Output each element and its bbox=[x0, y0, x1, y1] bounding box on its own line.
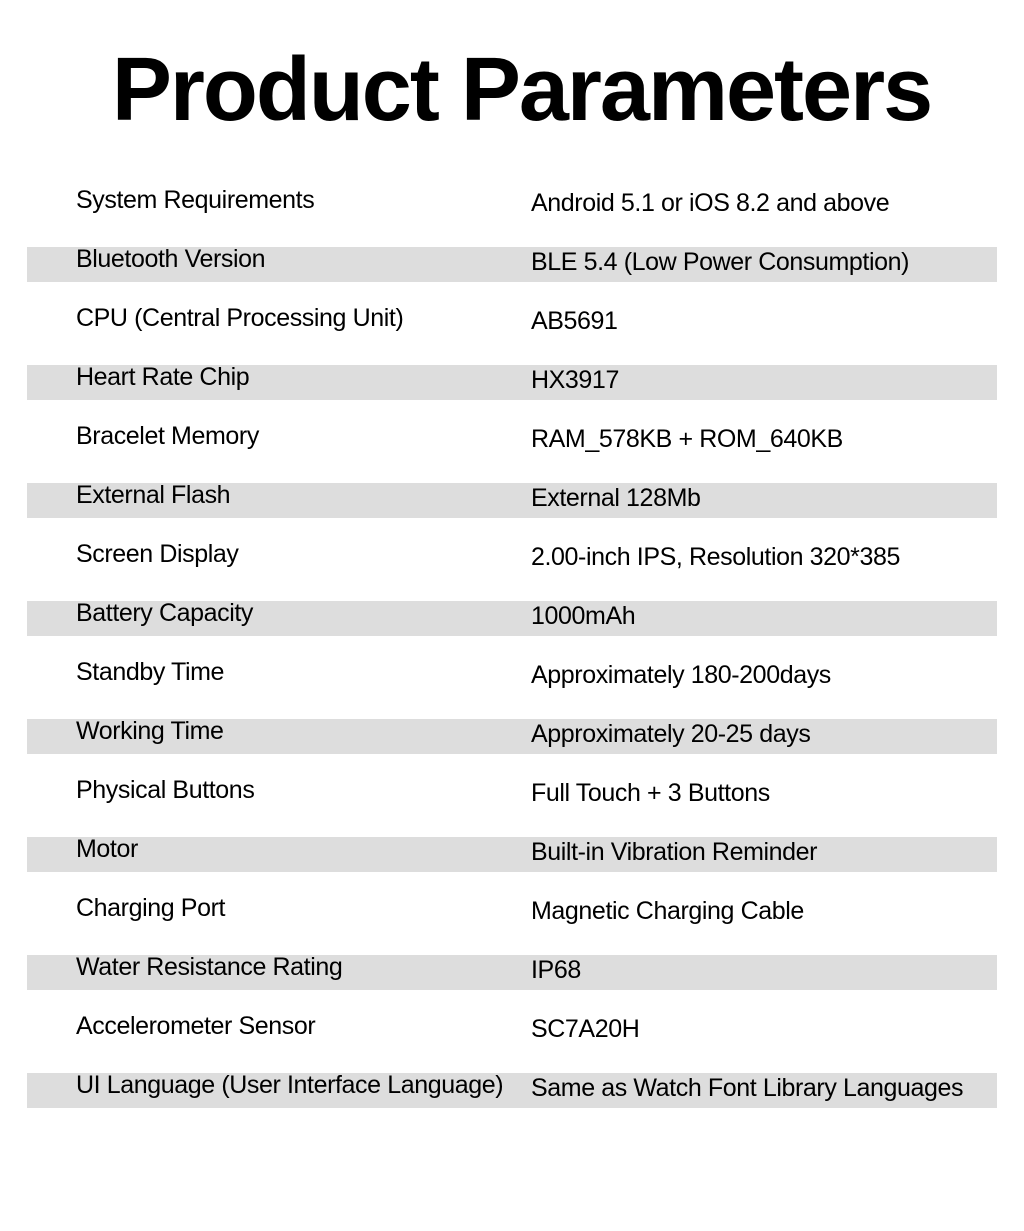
spec-table bbox=[27, 171, 997, 1115]
spec-value: Full Touch + 3 Buttons bbox=[531, 779, 770, 807]
spec-value: RAM_578KB + ROM_640KB bbox=[531, 425, 843, 453]
spec-value: AB5691 bbox=[531, 307, 618, 335]
spec-row-cpu bbox=[27, 289, 997, 348]
spec-row-ui-language bbox=[27, 1056, 997, 1115]
row-band bbox=[27, 837, 997, 872]
spec-label: Bluetooth Version bbox=[76, 245, 266, 273]
spec-value: Android 5.1 or iOS 8.2 and above bbox=[531, 189, 890, 217]
spec-value: 1000mAh bbox=[531, 602, 636, 630]
spec-row-charging-port bbox=[27, 879, 997, 938]
spec-row-system-requirements bbox=[27, 171, 997, 230]
spec-label: Standby Time bbox=[76, 658, 225, 686]
spec-value: Magnetic Charging Cable bbox=[531, 897, 804, 925]
spec-label: UI Language (User Interface Language) bbox=[76, 1071, 504, 1099]
spec-label: Bracelet Memory bbox=[76, 422, 259, 450]
spec-label: External Flash bbox=[76, 481, 231, 509]
spec-label: Water Resistance Rating bbox=[76, 953, 343, 981]
spec-label: System Requirements bbox=[76, 186, 315, 214]
spec-value: Approximately 20-25 days bbox=[531, 720, 811, 748]
spec-label: Screen Display bbox=[76, 540, 239, 568]
spec-label: Working Time bbox=[76, 717, 224, 745]
spec-row-bluetooth-version bbox=[27, 230, 997, 289]
spec-label: Heart Rate Chip bbox=[76, 363, 250, 391]
spec-label: CPU (Central Processing Unit) bbox=[76, 304, 404, 332]
spec-row-physical-buttons bbox=[27, 761, 997, 820]
spec-label: Battery Capacity bbox=[76, 599, 254, 627]
spec-row-external-flash bbox=[27, 466, 997, 525]
spec-row-screen-display bbox=[27, 525, 997, 584]
spec-row-accelerometer-sensor bbox=[27, 997, 997, 1056]
spec-value: HX3917 bbox=[531, 366, 619, 394]
spec-row-heart-rate-chip bbox=[27, 348, 997, 407]
spec-value: Approximately 180-200days bbox=[531, 661, 831, 689]
spec-row-bracelet-memory bbox=[27, 407, 997, 466]
spec-row-working-time bbox=[27, 702, 997, 761]
page-title: Product Parameters bbox=[111, 40, 932, 140]
spec-value: 2.00-inch IPS, Resolution 320*385 bbox=[531, 543, 901, 571]
spec-label: Charging Port bbox=[76, 894, 226, 922]
spec-value: SC7A20H bbox=[531, 1015, 640, 1043]
spec-value: Built-in Vibration Reminder bbox=[531, 838, 818, 866]
spec-value: BLE 5.4 (Low Power Consumption) bbox=[531, 248, 910, 276]
spec-row-water-resistance bbox=[27, 938, 997, 997]
spec-value: External 128Mb bbox=[531, 484, 701, 512]
spec-value: Same as Watch Font Library Languages bbox=[531, 1074, 964, 1102]
spec-label: Motor bbox=[76, 835, 138, 863]
spec-label: Accelerometer Sensor bbox=[76, 1012, 316, 1040]
spec-label: Physical Buttons bbox=[76, 776, 255, 804]
spec-value: IP68 bbox=[531, 956, 581, 984]
spec-row-motor bbox=[27, 820, 997, 879]
spec-row-standby-time bbox=[27, 643, 997, 702]
spec-row-battery-capacity bbox=[27, 584, 997, 643]
